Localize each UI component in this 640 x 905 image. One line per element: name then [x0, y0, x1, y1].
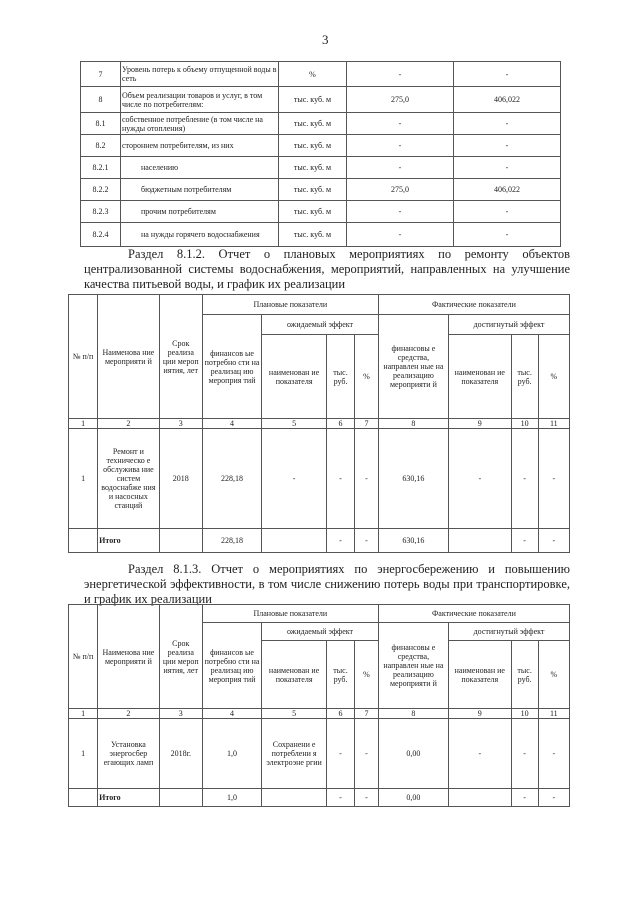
row-label: на нужды горячего водоснабжения [121, 223, 279, 247]
fin-plan-value: 228,18 [202, 429, 261, 529]
col-header-rub: тыс. руб. [326, 335, 354, 419]
row-fact-value: 406,022 [454, 179, 561, 201]
column-number: 11 [538, 419, 569, 429]
column-number: 1 [69, 709, 98, 719]
page-number: 3 [322, 32, 329, 47]
row-plan-value: - [347, 62, 454, 87]
row-fact-value: - [454, 135, 561, 157]
column-number: 4 [202, 709, 261, 719]
row-unit: тыс. куб. м [279, 113, 347, 135]
column-number: 6 [326, 709, 354, 719]
col-header-expected: ожидаемый эффект [262, 623, 379, 641]
column-number: 1 [69, 419, 98, 429]
expected-rub: - [326, 429, 354, 529]
row-label: населению [121, 157, 279, 179]
indicators-table [80, 61, 561, 247]
column-number: 5 [262, 709, 327, 719]
expected-indicator: - [262, 429, 327, 529]
expected-pct: - [355, 719, 379, 789]
col-header-achieved: достигнутый эффект [449, 623, 570, 641]
column-number: 2 [98, 419, 160, 429]
table-row [81, 223, 561, 247]
column-number: 3 [159, 709, 202, 719]
table-row [81, 113, 561, 135]
column-number: 8 [378, 709, 448, 719]
col-header-term: Срок реализа ции мероп иятия, лет [159, 295, 202, 419]
measure-name: Ремонт и техническо е обслужива ние систем водоснабже ния и насосных станций [98, 429, 160, 529]
row-number: 8 [81, 87, 121, 113]
total-fin-plan: 228,18 [202, 529, 261, 553]
row-plan-value: - [347, 113, 454, 135]
row-number: 1 [69, 429, 98, 529]
total-fin-fact: 0,00 [378, 789, 448, 807]
col-header-plan: Плановые показатели [202, 605, 378, 623]
column-number: 9 [449, 419, 512, 429]
col-header-pct: % [355, 641, 379, 709]
row-fact-value: - [454, 223, 561, 247]
col-header-num: № п/п [69, 295, 98, 419]
achieved-indicator: - [449, 719, 512, 789]
column-number: 4 [202, 419, 261, 429]
row-number: 8.2.3 [81, 201, 121, 223]
section-heading-8-1-2: Раздел 8.1.2. Отчет о плановых мероприятиях по ремонту объектов централизованной системы водоснабжения, мероприятий, направленных на улучшение качества питьевой воды, и график их реализации [84, 247, 570, 291]
row-fact-value: 406,022 [454, 87, 561, 113]
column-number: 7 [355, 709, 379, 719]
fin-fact-value: 630,16 [378, 429, 448, 529]
row-plan-value: 275,0 [347, 87, 454, 113]
fin-plan-value: 1,0 [202, 719, 261, 789]
total-pct: - [355, 789, 379, 807]
row-label: Уровень потерь к объему отпущенной воды в сеть [121, 62, 279, 87]
column-numbers-row [69, 709, 570, 719]
col-header-fin-plan: финансов ые потребно сти на реализац ию мероприя тий [202, 623, 261, 709]
col-header-pct: % [538, 335, 569, 419]
col-header-name: Наименова ние мероприяти й [98, 605, 160, 709]
total-fin-fact: 630,16 [378, 529, 448, 553]
total-rub: - [326, 529, 354, 553]
col-header-indicator: наименован ие показателя [449, 335, 512, 419]
column-number: 2 [98, 709, 160, 719]
col-header-rub: тыс. руб. [511, 641, 538, 709]
table-row [69, 429, 570, 529]
column-number: 3 [159, 419, 202, 429]
achieved-pct: - [538, 719, 569, 789]
column-number: 10 [511, 709, 538, 719]
achieved-rub: - [511, 719, 538, 789]
column-number: 9 [449, 709, 512, 719]
total-fin-plan: 1,0 [202, 789, 261, 807]
expected-indicator: Сохранени е потреблени я электроэне ргии [262, 719, 327, 789]
col-header-rub: тыс. руб. [511, 335, 538, 419]
col-header-pct: % [355, 335, 379, 419]
measure-name: Установка энергосбер егающих ламп [98, 719, 160, 789]
row-number: 8.1 [81, 113, 121, 135]
col-header-indicator: наименован ие показателя [262, 335, 327, 419]
total-pct: - [538, 789, 569, 807]
col-header-fin-fact: финансовы е средства, направлен ные на реализацию мероприяти й [378, 315, 448, 419]
section-heading-8-1-3: Раздел 8.1.3. Отчет о мероприятиях по энергосбережению и повышению энергетической эффективности, в том числе снижению потерь воды при транспортировке, и график их реализации [84, 562, 570, 606]
column-number: 5 [262, 419, 327, 429]
table-row [81, 87, 561, 113]
col-header-fact: Фактические показатели [378, 605, 569, 623]
col-header-term: Срок реализа ции мероп иятия, лет [159, 605, 202, 709]
total-rub: - [511, 529, 538, 553]
row-number: 8.2.2 [81, 179, 121, 201]
row-plan-value: 275,0 [347, 179, 454, 201]
row-unit: тыс. куб. м [279, 87, 347, 113]
col-header-rub: тыс. руб. [326, 641, 354, 709]
row-label: собственное потребление (в том числе на нужды отопления) [121, 113, 279, 135]
row-label: бюджетным потребителям [121, 179, 279, 201]
total-rub: - [511, 789, 538, 807]
row-number: 8.2.4 [81, 223, 121, 247]
row-label: стороннем потребителям, из них [121, 135, 279, 157]
col-header-pct: % [538, 641, 569, 709]
row-label: Объем реализации товаров и услуг, в том числе по потребителям: [121, 87, 279, 113]
total-row [69, 529, 570, 553]
row-unit: тыс. куб. м [279, 201, 347, 223]
col-header-fin-plan: финансов ые потребно сти на реализац ию мероприя тий [202, 315, 261, 419]
row-fact-value: - [454, 157, 561, 179]
row-number: 8.2.1 [81, 157, 121, 179]
row-number: 8.2 [81, 135, 121, 157]
achieved-rub: - [511, 429, 538, 529]
row-plan-value: - [347, 201, 454, 223]
col-header-achieved: достигнутый эффект [449, 315, 570, 335]
row-label: прочим потребителям [121, 201, 279, 223]
repair-measures-table [68, 294, 570, 553]
column-number: 6 [326, 419, 354, 429]
row-fact-value: - [454, 113, 561, 135]
row-number: 1 [69, 719, 98, 789]
col-header-fin-fact: финансовы е средства, направлен ные на реализацию мероприяти й [378, 623, 448, 709]
column-number: 7 [355, 419, 379, 429]
total-pct: - [355, 529, 379, 553]
total-row [69, 789, 570, 807]
expected-pct: - [355, 429, 379, 529]
col-header-fact: Фактические показатели [378, 295, 569, 315]
row-plan-value: - [347, 157, 454, 179]
measure-term: 2018г. [159, 719, 202, 789]
header-row [69, 295, 570, 315]
table-row [81, 135, 561, 157]
row-unit: тыс. куб. м [279, 223, 347, 247]
expected-rub: - [326, 719, 354, 789]
col-header-plan: Плановые показатели [202, 295, 378, 315]
row-plan-value: - [347, 135, 454, 157]
col-header-name: Наименова ние мероприяти й [98, 295, 160, 419]
total-label: Итого [98, 529, 160, 553]
table-row [69, 719, 570, 789]
table-row [81, 157, 561, 179]
table-row [81, 179, 561, 201]
column-number: 8 [378, 419, 448, 429]
column-number: 11 [538, 709, 569, 719]
table-row [81, 201, 561, 223]
fin-fact-value: 0,00 [378, 719, 448, 789]
row-unit: % [279, 62, 347, 87]
col-header-indicator: наименован ие показателя [449, 641, 512, 709]
total-rub: - [326, 789, 354, 807]
row-unit: тыс. куб. м [279, 135, 347, 157]
row-unit: тыс. куб. м [279, 179, 347, 201]
achieved-pct: - [538, 429, 569, 529]
row-number: 7 [81, 62, 121, 87]
row-unit: тыс. куб. м [279, 157, 347, 179]
total-label: Итого [98, 789, 160, 807]
col-header-expected: ожидаемый эффект [262, 315, 379, 335]
table-row [81, 62, 561, 87]
row-fact-value: - [454, 62, 561, 87]
col-header-num: № п/п [69, 605, 98, 709]
header-row [69, 605, 570, 623]
row-plan-value: - [347, 223, 454, 247]
energy-saving-table [68, 604, 570, 807]
total-pct: - [538, 529, 569, 553]
achieved-indicator: - [449, 429, 512, 529]
col-header-indicator: наименован ие показателя [262, 641, 327, 709]
measure-term: 2018 [159, 429, 202, 529]
row-fact-value: - [454, 201, 561, 223]
column-numbers-row [69, 419, 570, 429]
column-number: 10 [511, 419, 538, 429]
